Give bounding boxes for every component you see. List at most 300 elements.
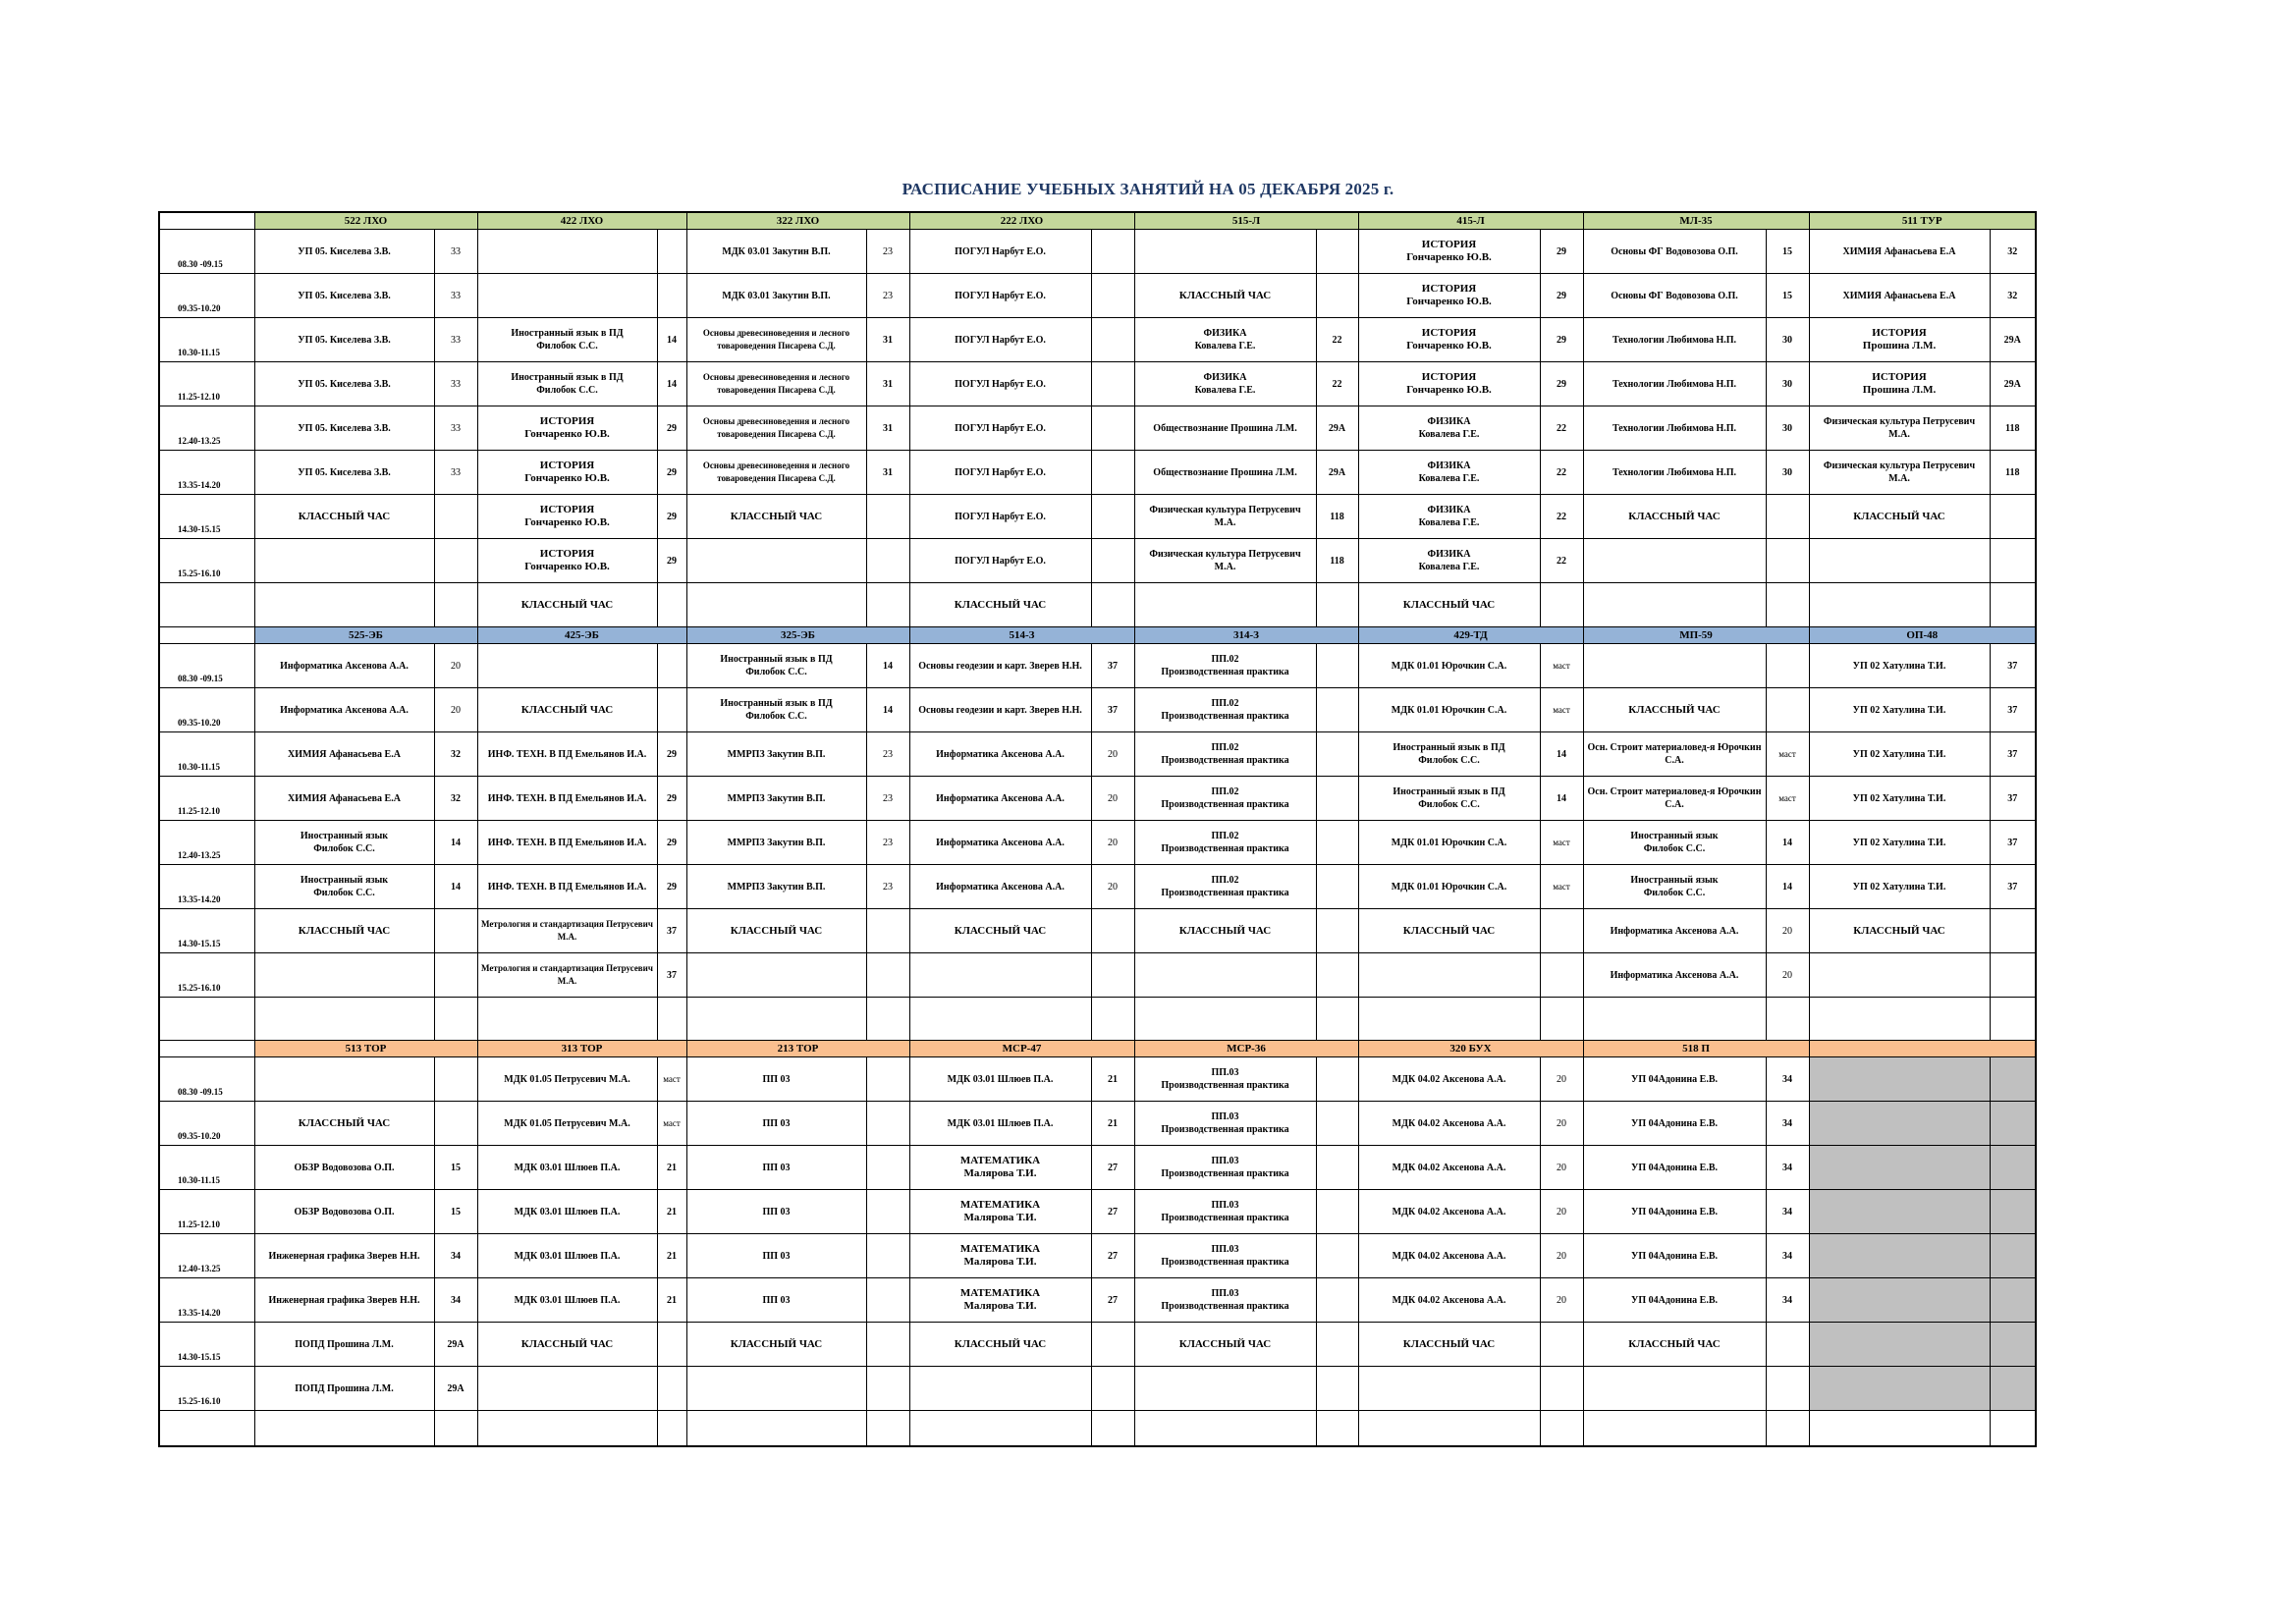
lesson-subject: Обществознание Прошина Л.М. [1134, 451, 1316, 495]
lesson-subject: Иностранный язык Филобок С.С. [254, 821, 434, 865]
lesson-room [1990, 1190, 2036, 1234]
lesson-room: 37 [1990, 865, 2036, 909]
lesson-subject: ИНФ. ТЕХН. В ПД Емельянов И.А. [477, 865, 657, 909]
lesson-room [1091, 953, 1134, 998]
group-header: 314-З [1134, 627, 1358, 644]
group-header-row [159, 1041, 2036, 1057]
lesson-room [434, 495, 477, 539]
lesson-room: 31 [866, 406, 909, 451]
lesson-room: 29А [1316, 406, 1358, 451]
lesson-subject: КЛАССНЫЙ ЧАС [477, 688, 657, 732]
group-header: 313 ТОР [477, 1041, 686, 1057]
lesson-room: 33 [434, 451, 477, 495]
lesson-subject: Технологии Любимова Н.П. [1583, 318, 1766, 362]
lesson-room: 27 [1091, 1278, 1134, 1323]
lesson-subject: ПП 03 [686, 1057, 866, 1102]
lesson-room [1990, 1278, 2036, 1323]
lesson-subject: КЛАССНЫЙ ЧАС [254, 1102, 434, 1146]
lesson-subject: ПП.03 Производственная практика [1134, 1102, 1316, 1146]
lesson-subject: КЛАССНЫЙ ЧАС [1358, 1323, 1540, 1367]
lesson-subject: Основы геодезии и карт. Зверев Н.Н. [909, 688, 1091, 732]
lesson-room: 20 [1540, 1234, 1583, 1278]
lesson-subject: ОБЗР Водовозова О.П. [254, 1146, 434, 1190]
lesson-room: 33 [434, 406, 477, 451]
time-slot: 08.30 -09.15 [159, 644, 254, 688]
time-slot: 13.35-14.20 [159, 451, 254, 495]
lesson-subject [686, 953, 866, 998]
lesson-room: 32 [1990, 274, 2036, 318]
lesson-room: 20 [1091, 732, 1134, 777]
lesson-room [1316, 821, 1358, 865]
lesson-subject: ФИЗИКА Ковалева Г.Е. [1358, 495, 1540, 539]
lesson-room: 29А [434, 1367, 477, 1411]
lesson-subject: Информатика Аксенова А.А. [1583, 953, 1766, 998]
lesson-room [1091, 274, 1134, 318]
lesson-row [159, 451, 2036, 495]
lesson-room: 34 [1766, 1146, 1809, 1190]
lesson-room: 118 [1316, 539, 1358, 583]
lesson-subject: ХИМИЯ Афанасьева Е.А [254, 732, 434, 777]
lesson-room: 21 [657, 1146, 686, 1190]
lesson-row [159, 1411, 2036, 1446]
lesson-subject: Иностранный язык в ПД Филобок С.С. [477, 318, 657, 362]
lesson-room [1990, 1057, 2036, 1102]
time-slot: 11.25-12.10 [159, 777, 254, 821]
lesson-subject: МДК 01.05 Петрусевич М.А. [477, 1102, 657, 1146]
lesson-room: 34 [434, 1234, 477, 1278]
lesson-room [1091, 318, 1134, 362]
group-header-row [159, 212, 2036, 230]
lesson-subject: ФИЗИКА Ковалева Г.Е. [1134, 362, 1316, 406]
lesson-room: 29 [657, 406, 686, 451]
lesson-room [1316, 909, 1358, 953]
lesson-room: 14 [1540, 732, 1583, 777]
lesson-subject: Физическая культура Петрусевич М.А. [1809, 451, 1990, 495]
lesson-subject: МДК 03.01 Закутин В.П. [686, 274, 866, 318]
lesson-subject: УП 04Адонина Е.В. [1583, 1190, 1766, 1234]
lesson-room: 33 [434, 274, 477, 318]
lesson-subject: Инженерная графика Зверев Н.Н. [254, 1278, 434, 1323]
lesson-row [159, 865, 2036, 909]
lesson-subject [1583, 998, 1766, 1041]
lesson-subject: Иностранный язык в ПД Филобок С.С. [1358, 777, 1540, 821]
lesson-subject: Обществознание Прошина Л.М. [1134, 406, 1316, 451]
lesson-row [159, 1146, 2036, 1190]
lesson-room: 29 [1540, 362, 1583, 406]
lesson-room: 14 [1540, 777, 1583, 821]
lesson-subject [477, 274, 657, 318]
lesson-room: 15 [1766, 274, 1809, 318]
lesson-room [866, 1323, 909, 1367]
lesson-subject: УП 04Адонина Е.В. [1583, 1057, 1766, 1102]
lesson-subject: ПП 03 [686, 1102, 866, 1146]
lesson-subject: УП 05. Киселева З.В. [254, 362, 434, 406]
lesson-subject [686, 1367, 866, 1411]
group-header: 322 ЛХО [686, 212, 909, 230]
lesson-room [1540, 1323, 1583, 1367]
lesson-subject [1134, 998, 1316, 1041]
lesson-room [1091, 539, 1134, 583]
lesson-subject [1358, 998, 1540, 1041]
lesson-room [1766, 1323, 1809, 1367]
lesson-room: 23 [866, 274, 909, 318]
lesson-subject: Основы геодезии и карт. Зверев Н.Н. [909, 644, 1091, 688]
lesson-subject: Иностранный язык в ПД Филобок С.С. [686, 688, 866, 732]
lesson-room [866, 953, 909, 998]
lesson-subject [254, 583, 434, 627]
lesson-subject: ИНФ. ТЕХН. В ПД Емельянов И.А. [477, 777, 657, 821]
lesson-room [866, 909, 909, 953]
group-header: 514-З [909, 627, 1134, 644]
lesson-subject [477, 1411, 657, 1446]
lesson-room: 20 [1091, 821, 1134, 865]
lesson-subject [1358, 1411, 1540, 1446]
lesson-room: 15 [434, 1190, 477, 1234]
lesson-subject: МДК 03.01 Шлюев П.А. [909, 1057, 1091, 1102]
lesson-subject: ИСТОРИЯ Гончаренко Ю.В. [1358, 318, 1540, 362]
lesson-room: 30 [1766, 451, 1809, 495]
lesson-subject: КЛАССНЫЙ ЧАС [1134, 1323, 1316, 1367]
lesson-subject: ИСТОРИЯ Гончаренко Ю.В. [477, 406, 657, 451]
lesson-room: 14 [434, 865, 477, 909]
lesson-room: маст [1766, 777, 1809, 821]
lesson-room: маст [1540, 644, 1583, 688]
time-slot: 12.40-13.25 [159, 406, 254, 451]
lesson-subject [254, 953, 434, 998]
lesson-room: 29А [1990, 318, 2036, 362]
lesson-subject: УП 04Адонина Е.В. [1583, 1102, 1766, 1146]
lesson-subject: ИСТОРИЯ Прошина Л.М. [1809, 362, 1990, 406]
lesson-room: 20 [1540, 1278, 1583, 1323]
lesson-subject: Технологии Любимова Н.П. [1583, 406, 1766, 451]
lesson-subject: УП 05. Киселева З.В. [254, 230, 434, 274]
lesson-room: 29 [1540, 230, 1583, 274]
lesson-subject: ИСТОРИЯ Гончаренко Ю.В. [1358, 274, 1540, 318]
lesson-row [159, 1367, 2036, 1411]
lesson-subject: МДК 01.05 Петрусевич М.А. [477, 1057, 657, 1102]
lesson-subject: УП 02 Хатулина Т.И. [1809, 821, 1990, 865]
lesson-room: 32 [434, 732, 477, 777]
group-header: 213 ТОР [686, 1041, 909, 1057]
lesson-subject [1134, 230, 1316, 274]
group-header: 515-Л [1134, 212, 1358, 230]
lesson-room: маст [1540, 688, 1583, 732]
lesson-room [1316, 274, 1358, 318]
lesson-subject: УП 05. Киселева З.В. [254, 274, 434, 318]
lesson-subject [1809, 583, 1990, 627]
lesson-room: 37 [657, 909, 686, 953]
time-slot: 14.30-15.15 [159, 1323, 254, 1367]
lesson-room [1990, 953, 2036, 998]
lesson-subject [1583, 644, 1766, 688]
lesson-room [1990, 1146, 2036, 1190]
group-header: 511 ТУР [1809, 212, 2036, 230]
lesson-subject: КЛАССНЫЙ ЧАС [254, 495, 434, 539]
lesson-subject: ММРПЗ Закутин В.П. [686, 865, 866, 909]
group-header: 425-ЭБ [477, 627, 686, 644]
lesson-room: 31 [866, 451, 909, 495]
lesson-room [866, 583, 909, 627]
lesson-room: 14 [1766, 865, 1809, 909]
lesson-room [1091, 495, 1134, 539]
lesson-room [657, 274, 686, 318]
lesson-room: 32 [434, 777, 477, 821]
lesson-subject: КЛАССНЫЙ ЧАС [1583, 1323, 1766, 1367]
lesson-subject [477, 998, 657, 1041]
lesson-subject: КЛАССНЫЙ ЧАС [686, 1323, 866, 1367]
lesson-room: 34 [434, 1278, 477, 1323]
group-header: 320 БУХ [1358, 1041, 1583, 1057]
page-title: РАСПИСАНИЕ УЧЕБНЫХ ЗАНЯТИЙ НА 05 ДЕКАБРЯ 2025 г. [902, 180, 1394, 198]
lesson-subject: Физическая культура Петрусевич М.А. [1134, 495, 1316, 539]
lesson-room: 29 [657, 732, 686, 777]
lesson-subject: КЛАССНЫЙ ЧАС [1358, 909, 1540, 953]
lesson-subject: МАТЕМАТИКА Малярова Т.И. [909, 1146, 1091, 1190]
lesson-room: 14 [434, 821, 477, 865]
group-header [1809, 1041, 2036, 1057]
group-header: МЛ-35 [1583, 212, 1809, 230]
lesson-room: 22 [1540, 406, 1583, 451]
lesson-row [159, 318, 2036, 362]
lesson-row [159, 1190, 2036, 1234]
lesson-room: 15 [434, 1146, 477, 1190]
lesson-room [1990, 1234, 2036, 1278]
lesson-room [1990, 909, 2036, 953]
lesson-room: 29А [1316, 451, 1358, 495]
lesson-room [434, 909, 477, 953]
lesson-room: 14 [657, 362, 686, 406]
lesson-subject [1358, 1367, 1540, 1411]
group-header: МП-59 [1583, 627, 1809, 644]
lesson-subject: ХИМИЯ Афанасьева Е.А [254, 777, 434, 821]
lesson-room: 33 [434, 362, 477, 406]
lesson-subject: Иностранный язык Филобок С.С. [254, 865, 434, 909]
lesson-room [1316, 953, 1358, 998]
lesson-subject: ИСТОРИЯ Гончаренко Ю.В. [1358, 230, 1540, 274]
lesson-subject: КЛАССНЫЙ ЧАС [1809, 495, 1990, 539]
lesson-subject: УП 05. Киселева З.В. [254, 406, 434, 451]
lesson-subject: Иностранный язык в ПД Филобок С.С. [1358, 732, 1540, 777]
lesson-row [159, 230, 2036, 274]
lesson-room [1990, 1367, 2036, 1411]
lesson-subject [909, 1411, 1091, 1446]
lesson-subject: УП 02 Хатулина Т.И. [1809, 777, 1990, 821]
lesson-room [1316, 732, 1358, 777]
lesson-subject [1583, 1411, 1766, 1446]
lesson-room: 14 [866, 688, 909, 732]
lesson-room: 37 [1091, 644, 1134, 688]
lesson-subject: МДК 04.02 Аксенова А.А. [1358, 1146, 1540, 1190]
lesson-row [159, 644, 2036, 688]
time-slot [159, 998, 254, 1041]
time-slot [159, 1411, 254, 1446]
lesson-room [1091, 909, 1134, 953]
lesson-subject [1583, 1367, 1766, 1411]
lesson-room: 37 [1990, 821, 2036, 865]
lesson-subject: ИСТОРИЯ Гончаренко Ю.В. [477, 451, 657, 495]
lesson-room [866, 1411, 909, 1446]
lesson-subject: Информатика Аксенова А.А. [1583, 909, 1766, 953]
lesson-subject: ФИЗИКА Ковалева Г.Е. [1358, 406, 1540, 451]
time-slot: 08.30 -09.15 [159, 1057, 254, 1102]
lesson-subject [254, 998, 434, 1041]
lesson-room: 37 [657, 953, 686, 998]
lesson-row [159, 688, 2036, 732]
group-header: 222 ЛХО [909, 212, 1134, 230]
lesson-room [1990, 1102, 2036, 1146]
lesson-room [1316, 998, 1358, 1041]
lesson-room: 33 [434, 318, 477, 362]
lesson-room: 37 [1990, 732, 2036, 777]
lesson-subject: Информатика Аксенова А.А. [254, 688, 434, 732]
header-time-cell [159, 1041, 254, 1057]
lesson-subject [254, 539, 434, 583]
group-header: 325-ЭБ [686, 627, 909, 644]
lesson-room: 20 [1091, 865, 1134, 909]
lesson-subject: МДК 01.01 Юрочкин С.А. [1358, 688, 1540, 732]
lesson-room [1091, 451, 1134, 495]
lesson-subject: ПП.02 Производственная практика [1134, 865, 1316, 909]
lesson-room [1990, 1411, 2036, 1446]
lesson-room [1766, 539, 1809, 583]
lesson-room [1091, 406, 1134, 451]
group-header: 522 ЛХО [254, 212, 477, 230]
lesson-room [657, 998, 686, 1041]
lesson-room [1990, 998, 2036, 1041]
lesson-subject: ПП 03 [686, 1190, 866, 1234]
time-slot: 13.35-14.20 [159, 865, 254, 909]
lesson-room [1316, 1323, 1358, 1367]
time-slot: 12.40-13.25 [159, 1234, 254, 1278]
lesson-room: 37 [1990, 777, 2036, 821]
lesson-subject: ИСТОРИЯ Гончаренко Ю.В. [1358, 362, 1540, 406]
lesson-room: 30 [1766, 406, 1809, 451]
lesson-subject: Иностранный язык в ПД Филобок С.С. [477, 362, 657, 406]
lesson-room [434, 583, 477, 627]
lesson-room: 20 [1766, 953, 1809, 998]
lesson-subject: МДК 03.01 Шлюев П.А. [477, 1146, 657, 1190]
lesson-room: 29 [657, 865, 686, 909]
lesson-subject: ПП 03 [686, 1234, 866, 1278]
lesson-room [434, 1102, 477, 1146]
lesson-subject [1809, 1102, 1990, 1146]
lesson-subject: ПП.02 Производственная практика [1134, 644, 1316, 688]
lesson-room: маст [1540, 865, 1583, 909]
lesson-subject: КЛАССНЫЙ ЧАС [1358, 583, 1540, 627]
lesson-row [159, 953, 2036, 998]
lesson-subject: ПОПД Прошина Л.М. [254, 1323, 434, 1367]
lesson-subject [254, 1411, 434, 1446]
lesson-room: 22 [1540, 539, 1583, 583]
lesson-room: 20 [1540, 1102, 1583, 1146]
lesson-room: 20 [1540, 1190, 1583, 1234]
lesson-room: 29А [1990, 362, 2036, 406]
time-slot [159, 583, 254, 627]
lesson-subject: ПОГУЛ Нарбут Е.О. [909, 230, 1091, 274]
lesson-room: 22 [1540, 495, 1583, 539]
lesson-subject: МДК 01.01 Юрочкин С.А. [1358, 644, 1540, 688]
lesson-subject: ПП.03 Производственная практика [1134, 1278, 1316, 1323]
lesson-room: 20 [1540, 1146, 1583, 1190]
lesson-room: 118 [1990, 406, 2036, 451]
lesson-subject: УП 02 Хатулина Т.И. [1809, 732, 1990, 777]
lesson-subject: УП 02 Хатулина Т.И. [1809, 644, 1990, 688]
lesson-subject [909, 953, 1091, 998]
lesson-room [1316, 1102, 1358, 1146]
lesson-room [1316, 1234, 1358, 1278]
lesson-room [1990, 1323, 2036, 1367]
header-time-cell [159, 627, 254, 644]
lesson-subject: ПОГУЛ Нарбут Е.О. [909, 539, 1091, 583]
lesson-room [1766, 644, 1809, 688]
lesson-room [866, 539, 909, 583]
lesson-room: 30 [1766, 318, 1809, 362]
lesson-room: 20 [1091, 777, 1134, 821]
lesson-subject: УП 04Адонина Е.В. [1583, 1234, 1766, 1278]
lesson-subject [1809, 1057, 1990, 1102]
lesson-subject [1809, 1278, 1990, 1323]
lesson-subject: ПП.02 Производственная практика [1134, 777, 1316, 821]
lesson-room [657, 1367, 686, 1411]
lesson-room: 29А [434, 1323, 477, 1367]
lesson-room [1540, 1411, 1583, 1446]
lesson-room: 15 [1766, 230, 1809, 274]
lesson-row [159, 495, 2036, 539]
lesson-room [1316, 1278, 1358, 1323]
lesson-room: 33 [434, 230, 477, 274]
lesson-subject [1134, 583, 1316, 627]
lesson-subject [254, 1057, 434, 1102]
lesson-room [866, 1190, 909, 1234]
lesson-room [1316, 644, 1358, 688]
lesson-subject: УП 04Адонина Е.В. [1583, 1278, 1766, 1323]
lesson-room [434, 1411, 477, 1446]
lesson-subject: Технологии Любимова Н.П. [1583, 451, 1766, 495]
lesson-room [866, 998, 909, 1041]
lesson-subject: ФИЗИКА Ковалева Г.Е. [1358, 539, 1540, 583]
lesson-subject: УП 02 Хатулина Т.И. [1809, 865, 1990, 909]
lesson-subject [909, 998, 1091, 1041]
lesson-room: 118 [1316, 495, 1358, 539]
time-slot: 15.25-16.10 [159, 539, 254, 583]
lesson-subject: Инженерная графика Зверев Н.Н. [254, 1234, 434, 1278]
lesson-room: 20 [1766, 909, 1809, 953]
lesson-room [866, 1234, 909, 1278]
lesson-room: 23 [866, 777, 909, 821]
lesson-subject: МДК 01.01 Юрочкин С.А. [1358, 865, 1540, 909]
lesson-room [657, 688, 686, 732]
lesson-row [159, 1278, 2036, 1323]
lesson-subject [1809, 1411, 1990, 1446]
lesson-room: 37 [1990, 688, 2036, 732]
lesson-subject: Основы ФГ Водовозова О.П. [1583, 230, 1766, 274]
group-header: 525-ЭБ [254, 627, 477, 644]
lesson-subject [909, 1367, 1091, 1411]
lesson-subject: Иностранный язык Филобок С.С. [1583, 865, 1766, 909]
lesson-room: 29 [657, 495, 686, 539]
lesson-subject: КЛАССНЫЙ ЧАС [477, 583, 657, 627]
lesson-subject: ИНФ. ТЕХН. В ПД Емельянов И.А. [477, 732, 657, 777]
lesson-subject: КЛАССНЫЙ ЧАС [1134, 274, 1316, 318]
lesson-room [1540, 953, 1583, 998]
lesson-room: 31 [866, 318, 909, 362]
lesson-room: 29 [657, 451, 686, 495]
lesson-room [1766, 998, 1809, 1041]
lesson-row [159, 583, 2036, 627]
lesson-subject [1583, 583, 1766, 627]
group-header: 422 ЛХО [477, 212, 686, 230]
time-slot: 10.30-11.15 [159, 1146, 254, 1190]
